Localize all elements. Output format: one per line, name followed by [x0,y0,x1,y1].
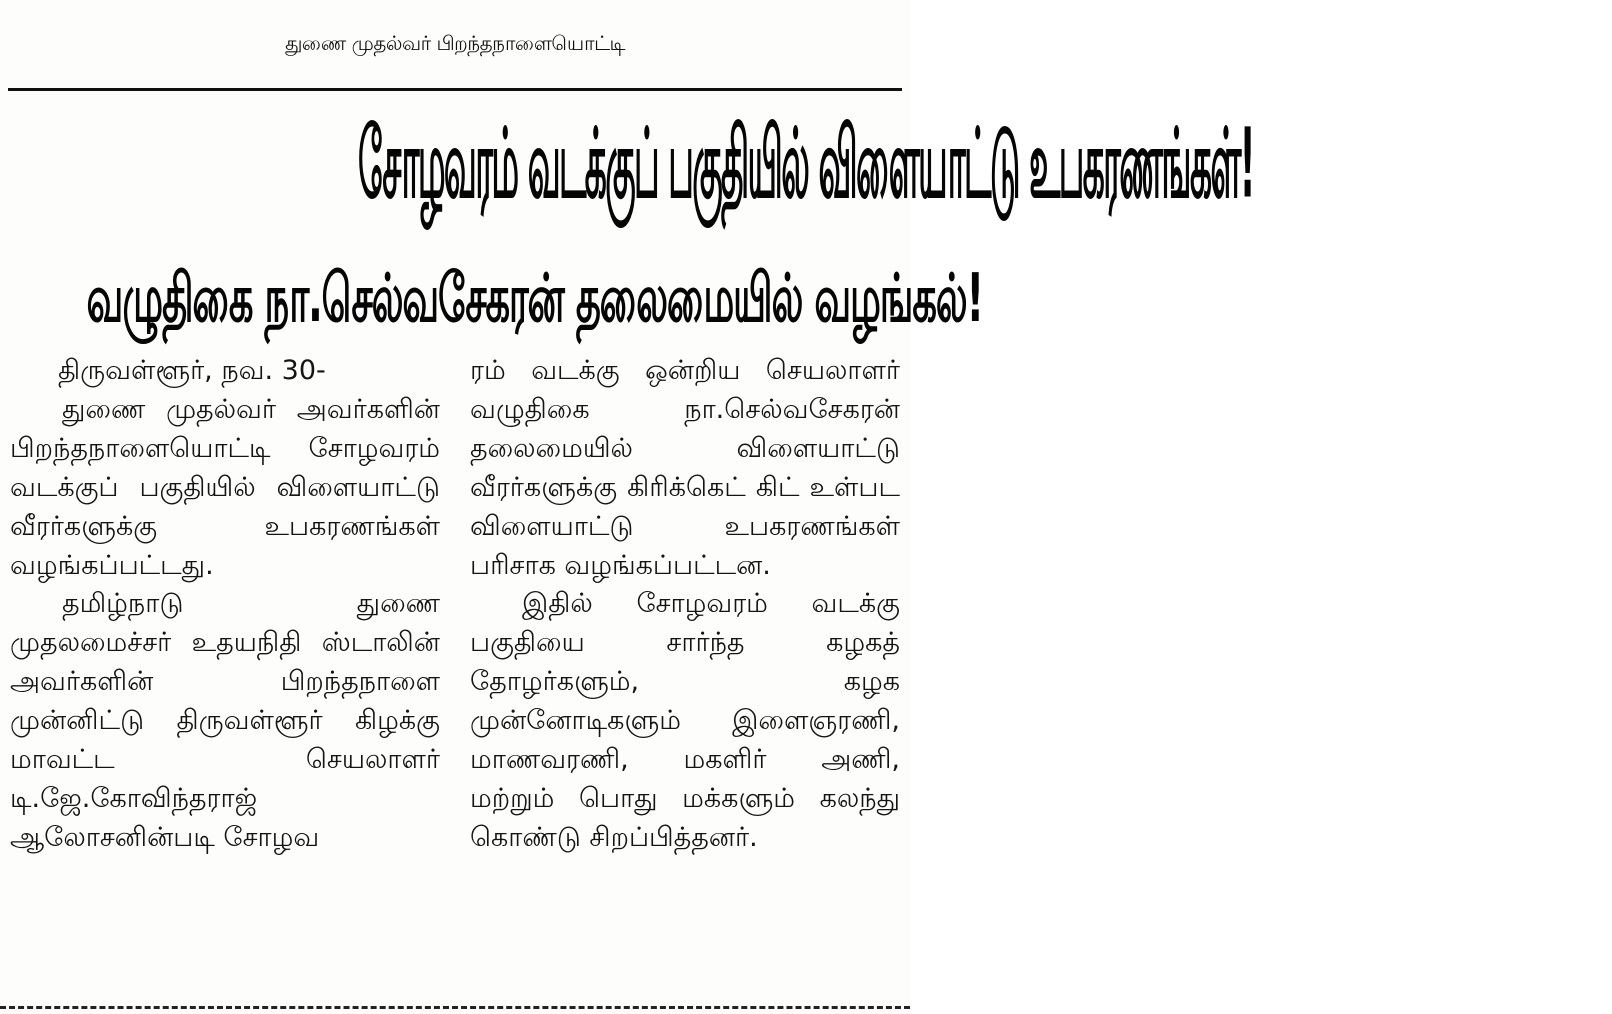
article-paragraph-2-end: ரம் வடக்கு ஒன்றிய செயலாளர் வழுதிகை நா.செல்வசேகரன் தலைமையில் விளையாட்டு வீரர்களுக்கு கிரிக்கெட் கிட் உள்பட விளையாட்டு உபகரணங்கள் பரிசாக வழங்கப்பட்டன. [470,355,900,581]
dateline: திருவள்ளூர், நவ. 30- [58,355,326,386]
article-column-right [470,352,900,858]
kicker-headline: துணை முதல்வர் பிறந்தநாளையொட்டி [285,31,625,55]
article-column-left [10,352,440,858]
article-paragraph-2-start: தமிழ்நாடு துணை முதலமைச்சர் உதயநிதி ஸ்டாலின் அவர்களின் பிறந்தநாளை முன்னிட்டு திருவள்ளூர் கிழக்கு மாவட்ட செயலாளர் டி.ஜே.கோவிந்தராஜ் ஆலோசனின்படி சோழவ [10,588,440,853]
main-headline [0,104,1254,224]
sub-headline [0,248,983,348]
bottom-dashed-rule [0,1006,910,1009]
article-paragraph-3: இதில் சோழவரம் வடக்கு பகுதியை சார்ந்த கழகத் தோழர்களும், கழக முன்னோடிகளும் இளைஞரணி, மாணவரணி, மகளிர் அணி, மற்றும் பொது மக்களும் கலந்து கொண்டு சிறப்பித்தனர். [470,588,900,853]
main-headline-text: சோழவரம் வடக்குப் பகுதியில் விளையாட்டு உபகரணங்கள்! [357,106,1254,220]
article-paragraph-1: துணை முதல்வர் அவர்களின் பிறந்தநாளையொட்டி சோழவரம் வடக்குப் பகுதியில் விளையாட்டு வீரர்களுக்கு உபகரணங்கள் வழங்கப்பட்டது. [10,393,440,581]
sub-headline-text: வழுதிகை நா.செல்வசேகரன் தலைமையில் வழங்கல்! [86,258,983,338]
